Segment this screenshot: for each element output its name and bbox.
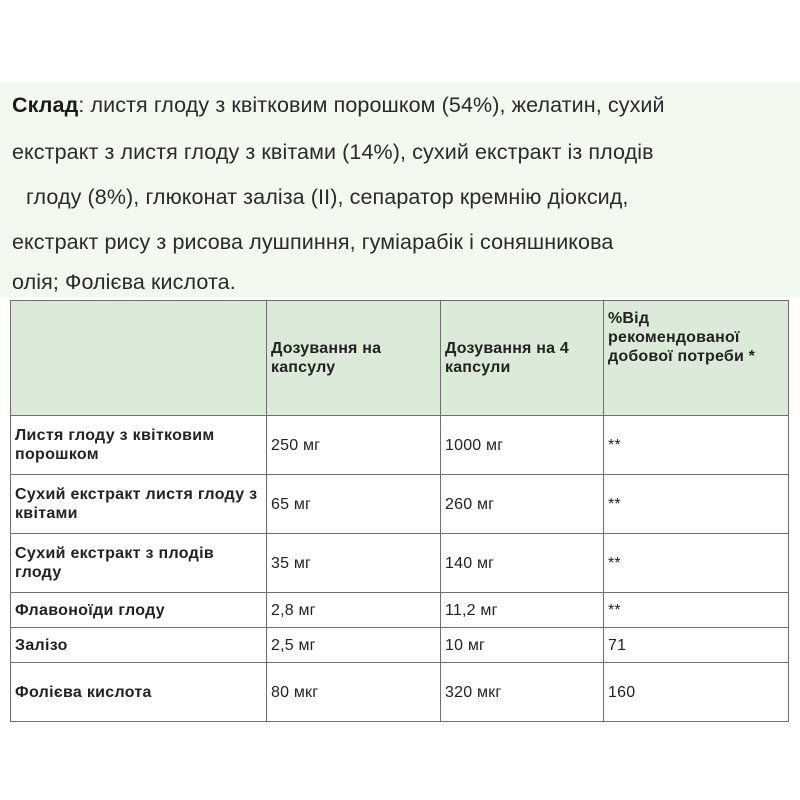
ingredient-name: Листя глоду з квітковим порошком <box>11 416 267 475</box>
dose-per-capsule: 2,8 мг <box>267 593 441 628</box>
ingredient-name: Сухий екстракт листя глоду з квітами <box>11 475 267 534</box>
header-daily-value: %Від рекомендованої добової потреби * <box>604 301 789 416</box>
composition-line-2: екстракт з листя глоду з квітами (14%), сухий екстракт із плодів <box>12 140 654 164</box>
header-per-4-capsules: Дозування на 4 капсули <box>441 301 604 416</box>
table-row <box>11 534 789 593</box>
dose-per-4-capsules: 320 мкг <box>441 663 604 722</box>
composition-text-1: : листя глоду з квітковим порошком (54%), желатин, сухий <box>78 93 665 117</box>
ingredient-name: Фолієва кислота <box>11 663 267 722</box>
header-per-capsule: Дозування на капсулу <box>267 301 441 416</box>
table-row <box>11 628 789 663</box>
dose-per-capsule: 2,5 мг <box>267 628 441 663</box>
dose-per-4-capsules: 1000 мг <box>441 416 604 475</box>
dosage-table <box>10 300 789 722</box>
dose-per-4-capsules: 260 мг <box>441 475 604 534</box>
ingredient-name: Залізо <box>11 628 267 663</box>
dose-per-4-capsules: 140 мг <box>441 534 604 593</box>
dose-per-capsule: 35 мг <box>267 534 441 593</box>
dose-per-4-capsules: 10 мг <box>441 628 604 663</box>
daily-value-percent: ** <box>604 475 789 534</box>
dose-per-capsule: 80 мкг <box>267 663 441 722</box>
table-row <box>11 663 789 722</box>
daily-value-percent: ** <box>604 416 789 475</box>
composition-line-4: екстракт рису з рисова лушпиння, гуміарабік і соняшникова <box>12 230 614 254</box>
table-header-row <box>11 301 789 416</box>
daily-value-percent: ** <box>604 534 789 593</box>
ingredient-name: Сухий екстракт з плодів глоду <box>11 534 267 593</box>
composition-line-1 <box>12 93 665 118</box>
table-row <box>11 416 789 475</box>
table-row <box>11 593 789 628</box>
dose-per-4-capsules: 11,2 мг <box>441 593 604 628</box>
daily-value-percent: 71 <box>604 628 789 663</box>
daily-value-percent: 160 <box>604 663 789 722</box>
header-ingredient <box>11 301 267 416</box>
table-row <box>11 475 789 534</box>
composition-label: Склад <box>12 93 79 117</box>
dose-per-capsule: 65 мг <box>267 475 441 534</box>
daily-value-percent: ** <box>604 593 789 628</box>
dose-per-capsule: 250 мг <box>267 416 441 475</box>
composition-line-3: глоду (8%), глюконат заліза (II), сепаратор кремнію діоксид, <box>26 185 629 209</box>
ingredient-name: Флавоноїди глоду <box>11 593 267 628</box>
composition-line-5: олія; Фолієва кислота. <box>12 270 236 294</box>
